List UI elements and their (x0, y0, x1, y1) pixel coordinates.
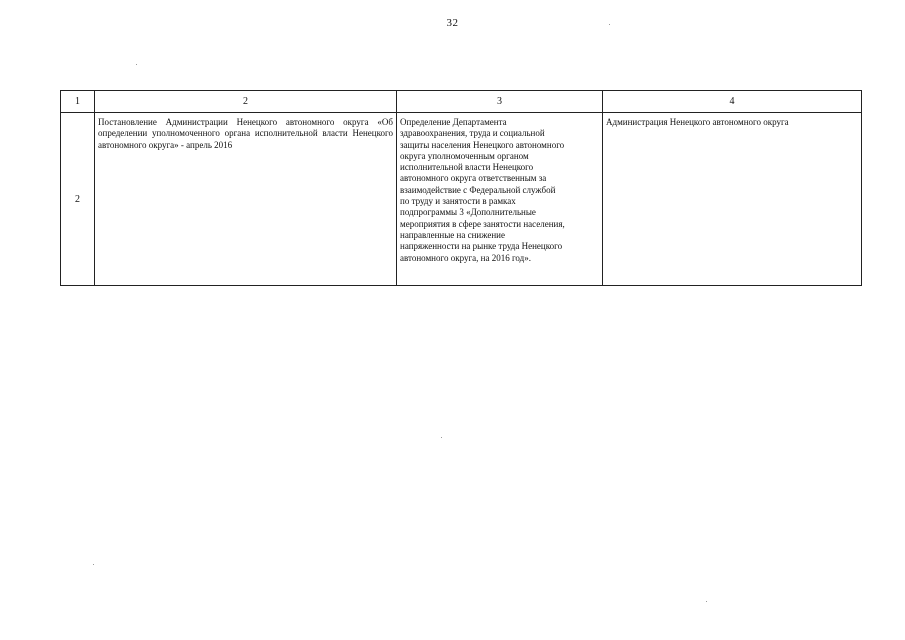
scan-speck (136, 64, 137, 65)
responsible-cell: Администрация Ненецкого автономного округа (603, 113, 862, 286)
scan-speck (609, 24, 610, 25)
scan-speck (93, 564, 94, 565)
header-cell-col-4: 4 (603, 91, 862, 113)
content-line: защиты населения Ненецкого автономного (400, 139, 565, 150)
content-line: исполнительной власти Ненецкого (400, 162, 534, 173)
document-table (60, 90, 862, 286)
document-name-cell: Постановление Администрации Ненецкого автономного округа «Об определении уполномоченного органа исполнительной власти Ненецкого автономного округа» - апрель 2016 (95, 113, 397, 286)
table-row (61, 113, 862, 286)
header-cell-col-2: 2 (95, 91, 397, 113)
content-line: здравоохранения, труда и социальной (400, 128, 545, 139)
content-line: направленные на снижение (400, 229, 505, 240)
content-line: подпрограммы 3 «Дополнительные (400, 207, 536, 218)
header-cell-col-1: 1 (61, 91, 95, 113)
content-line: взаимодействие с Федеральной службой (400, 184, 556, 195)
scan-speck (706, 601, 707, 602)
page-number: 32 (446, 17, 459, 29)
scan-speck (441, 437, 442, 438)
content-line: мероприятия в сфере занятости населения, (400, 218, 565, 229)
row-number-cell: 2 (61, 113, 95, 286)
content-line: автономного округа, на 2016 год». (400, 252, 531, 263)
header-cell-col-3: 3 (397, 91, 603, 113)
content-line: Определение Департамента (400, 117, 507, 127)
content-line: автономного округа ответственным за (400, 173, 547, 184)
content-line: округа уполномоченным органом (400, 150, 529, 161)
table-header-row (61, 91, 862, 113)
content-line: напряженности на рынке труда Ненецкого (400, 241, 563, 252)
content-cell (397, 113, 603, 286)
content-line: по труду и занятости в рамках (400, 196, 516, 207)
